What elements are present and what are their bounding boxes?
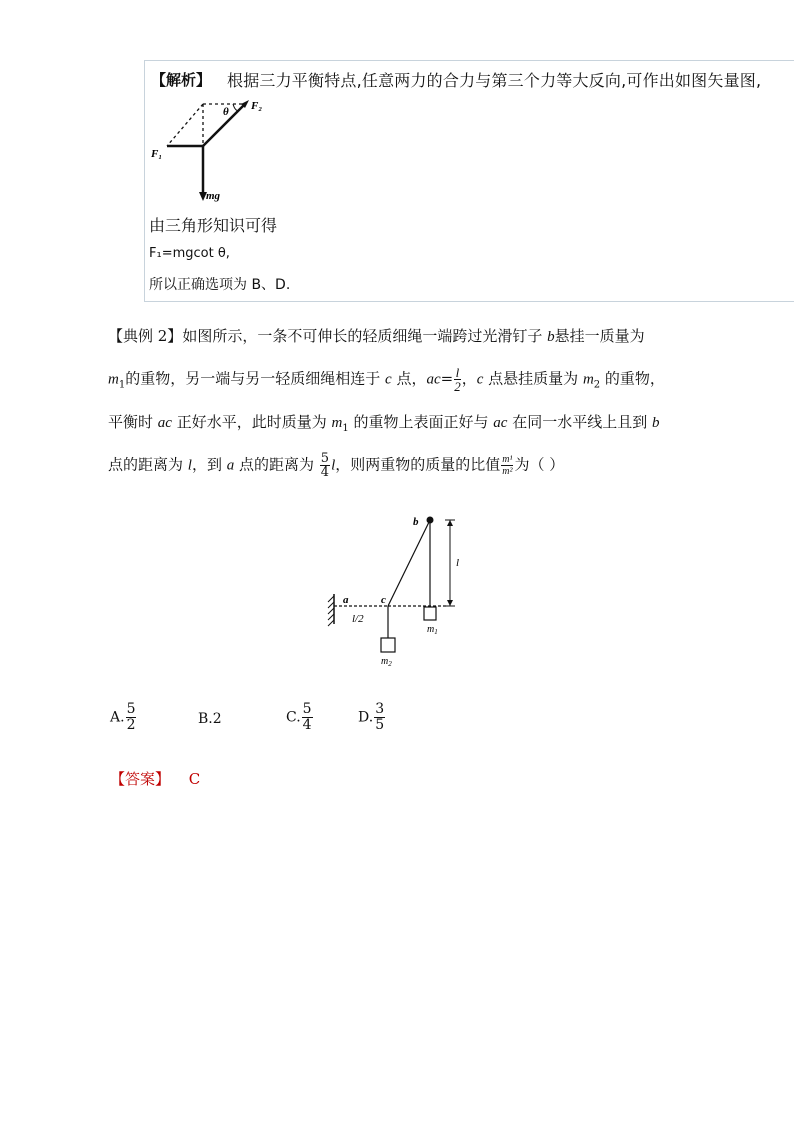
force-vector-diagram	[145, 91, 275, 206]
option-c: C. $\frac{5}{4}$	[286, 701, 312, 733]
f2-label: F₂	[251, 100, 263, 112]
label-l-half: l/2	[352, 613, 364, 625]
example-line-4: 点的距离为 l，到 a 点的距离为 $\frac{5}{4}$ l，则两重物的质量的比值 $\frac{\text{m¹}}{\text{m²}}$ 为（ ）	[108, 451, 565, 480]
option-a: A. $\frac{5}{2}$	[110, 701, 136, 733]
example-line-3: 平衡时 ac 正好水平，此时质量为 $m_1$ 的重物上表面正好与 ac 在同一水平线上且到 b	[108, 413, 660, 434]
label-b: b	[413, 516, 419, 528]
fraction-l-over-2: $\frac{l}{2}$	[454, 365, 461, 394]
answer-tag: 【答案】	[110, 770, 171, 788]
label-l: l	[456, 557, 460, 569]
analysis-line4: 所以正确选项为 B、D.	[149, 277, 291, 293]
f1-label: F₁	[151, 148, 163, 160]
analysis-box	[144, 60, 794, 302]
analysis-line2: 由三角形知识可得	[149, 216, 278, 235]
example-line-1: 【典例 2】如图所示，一条不可伸长的轻质细绳一端跨过光滑钉子 b悬挂一质量为	[108, 327, 645, 345]
mass-ratio-fraction: $\frac{\text{m¹}}{\text{m²}}$	[502, 454, 513, 477]
answer	[110, 768, 200, 789]
theta-label: θ	[223, 106, 229, 118]
dashed-diagonal	[167, 104, 203, 146]
mass-m1-block	[424, 607, 436, 620]
label-m2: $m_2$	[381, 656, 392, 668]
analysis-line3: F₁=mgcot θ,	[149, 246, 230, 261]
label-m1: $m_1$	[427, 624, 438, 636]
option-b: B.2	[198, 711, 222, 727]
answer-value: C	[188, 770, 201, 788]
mg-label: mg	[206, 190, 221, 202]
label-c: c	[381, 594, 386, 606]
rope-cb	[388, 520, 430, 606]
rope-pulley-figure	[318, 508, 478, 670]
analysis-text: 根据三力平衡特点,任意两力的合力与第三个力等大反向,可作出如图矢量图,	[227, 71, 762, 90]
mass-m2-block	[381, 638, 395, 652]
analysis-tag: 【解析】	[151, 71, 212, 89]
label-a: a	[343, 594, 349, 606]
example-tag: 【典例 2】	[108, 327, 183, 345]
example-line-2: $m_1$的重物，另一端与另一轻质细绳相连于 c 点，ac= $\frac{l}{2}$ ，c 点悬挂质量为 $m_2$ 的重物，	[108, 365, 665, 394]
fraction-5-over-4: $\frac{5}{4}$	[320, 451, 330, 480]
option-d: D. $\frac{3}{5}$	[358, 701, 385, 733]
